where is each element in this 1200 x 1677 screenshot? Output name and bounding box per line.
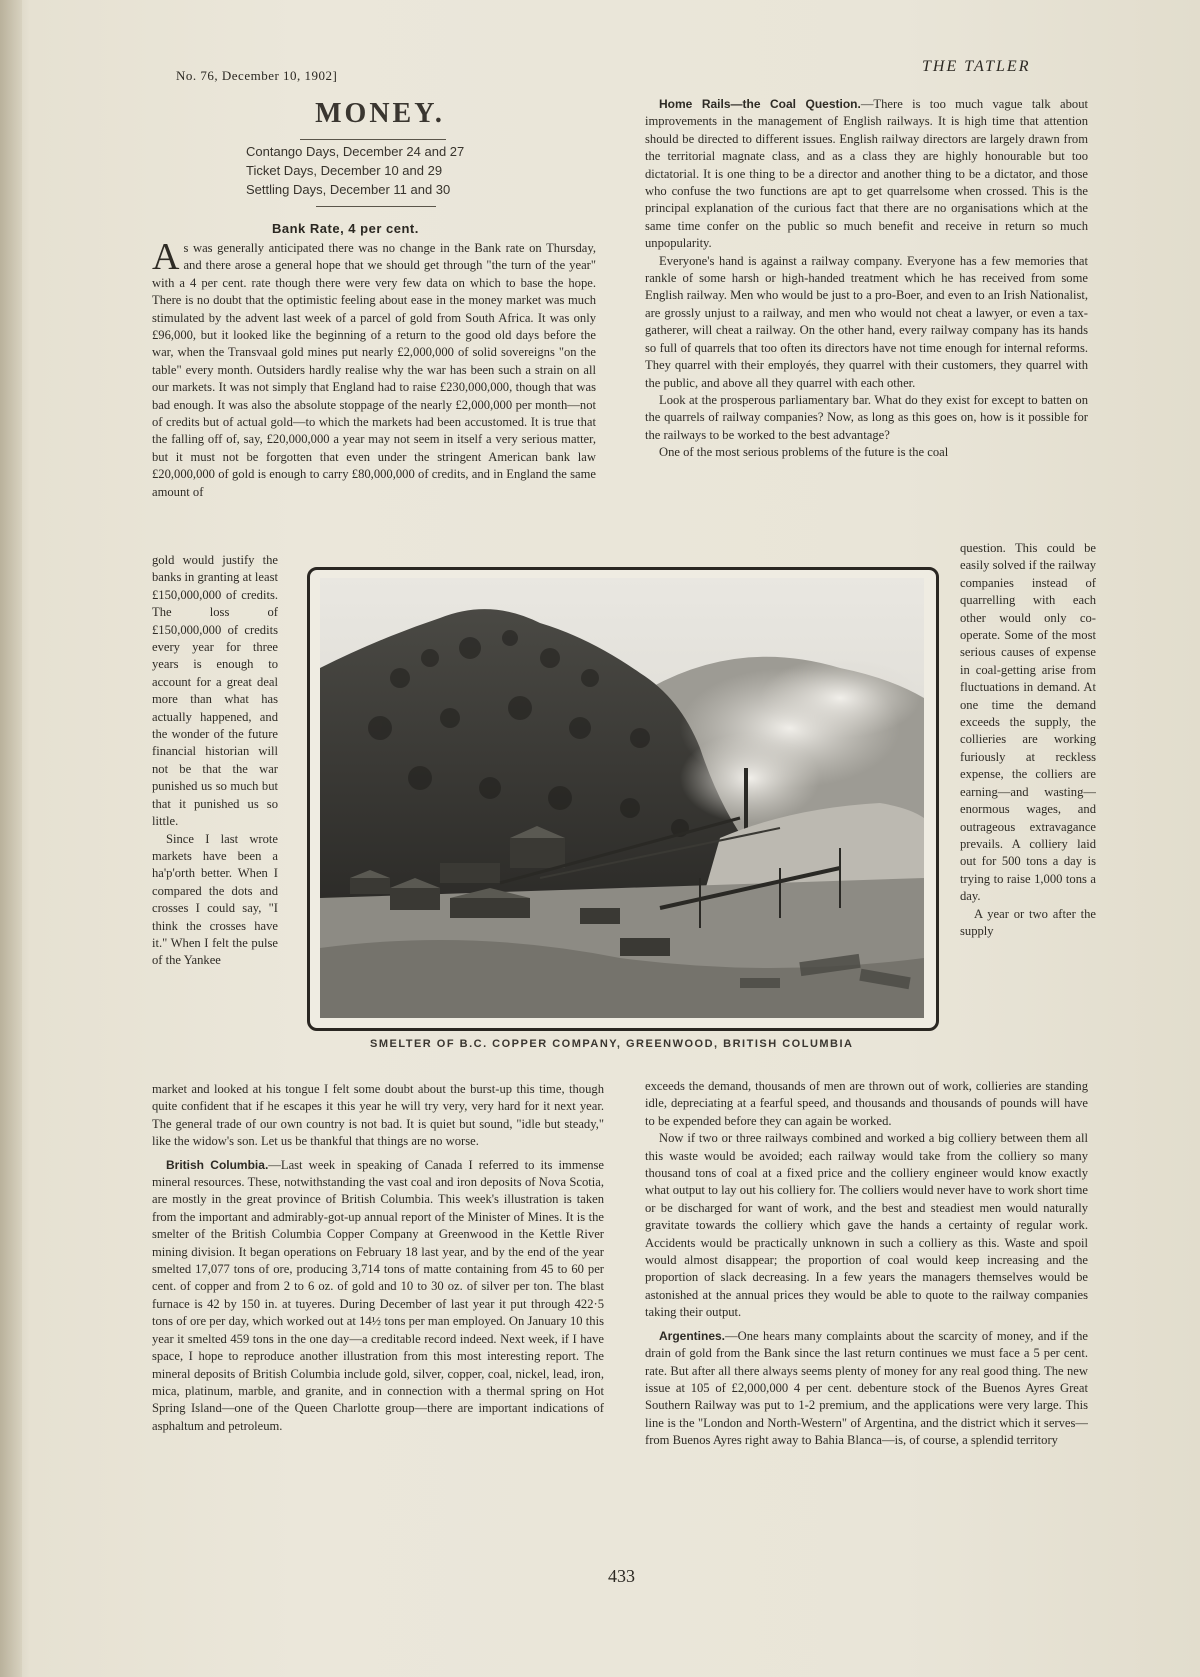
smelter-photograph	[320, 578, 924, 1018]
left-narrow-paragraph: gold would justify the banks in granting at least £150,000,000 of credits. The loss of £150,000,000 of credits every year for three years is enough to account for a great deal more than what has actually happened, and the wonder of the future financial historian will not be that the war punished us so much but that it punished us so little.	[152, 553, 278, 829]
right-lower-text	[645, 1078, 1088, 1548]
british-columbia-paragraph: —Last week in speaking of Canada I referred to its immense mineral resources. These, notwithstanding the vast coal and iron deposits of Nova Scotia, are mostly in the great province of British Columbia. This week's illustration is taken from the important and admirably-got-up annual report of the Minister of Mines. It is the smelter of the British Columbia Copper Company at Greenwood in the Kettle River mining division. It began operations on February 18 last year, and by the end of the year smelted 17,077 tons of ore, producing 3,714 tons of matte containing from 45 to 60 per cent. of copper and from 2 to 6 oz. of gold and 10 to 30 oz. of silver per ton. The blast furnace is 42 by 150 in. at tuyeres. During December of last year it put through 422·5 tons of ore per day, which worked out at 14½ tons per man employed. On January 10 this year it smelted 459 tons in the one day—a creditable record indeed. Next week, if I have space, I hope to reproduce another illustration from this most interesting report. The mineral deposits of British Columbia include gold, silver, copper, coal, nickel, lead, iron, mica, platinum, marble, and granite, and in connection with a thermal spring on Hot Spring Island—one of the Queen Charlotte group—there are important indications of asphaltum and petroleum.	[152, 1157, 604, 1433]
right-narrow-paragraph: question. This could be easily solved if the railway companies instead of quarrelling with each other would only co-operate. Some of the most serious causes of expense in coal-getting arise from fluctuations in demand. At one time the demand exceeds the supply, the collieries are working furiously at reckless expense, the colliers are earning—and wasting—enormous wages, and outrageous extravagance prevails. A colliery laid out for 500 tons a day is trying to raise 1,000 tons a day.	[960, 541, 1096, 904]
right-top-text	[645, 96, 1088, 546]
right-narrow-paragraph-2: A year or two after the supply	[960, 906, 1096, 938]
article-title: MONEY.	[315, 98, 445, 129]
bank-rate-heading: Bank Rate, 4 per cent.	[272, 221, 419, 236]
issue-line: No. 76, December 10, 1902]	[176, 68, 338, 83]
left-lower-text	[152, 1081, 604, 1551]
publication-name: THE TATLER	[922, 58, 1031, 75]
home-rails-heading: Home Rails—the Coal Question.	[659, 97, 861, 111]
left-continue-paragraph: market and looked at his tongue I felt some doubt about the burst-up this time, though quite confident that if he escapes it this year he will try very, very hard for it next year. The general trade of our own country is not bad. It is quiet but sound, "idle but steady," like the widow's son. Let us be thankful that things are no worse.	[152, 1082, 604, 1149]
smelter-photograph-frame	[307, 567, 939, 1031]
right-continue-paragraph: exceeds the demand, thousands of men are thrown out of work, collieries are standing idle, depreciating at a fearful speed, and thousands and thousands of pounds will have to be expended before they can again be worked.	[645, 1079, 1088, 1128]
left-narrow-paragraph-2: Since I last wrote markets have been a ha'p'orth better. When I compared the dots and crosses I could say, "I think the crosses have it." When I felt the pulse of the Yankee	[152, 831, 278, 968]
argentines-paragraph: —One hears many complaints about the scarcity of money, and if the drain of gold from the Bank since the last return continues we must face a 5 per cent. rate. But after all there always seems plenty of money for any real good thing. The new issue at 105 of £2,000,000 4 per cent. debenture stock of the Buenos Ayres Great Southern Railway was put to 1-2 premium, and the applications were very large. This line is the "London and North-Western" of Argentina, and the district which it serves—from Buenos Ayres right away to Bahia Blanca—is, of course, a splendid territory	[645, 1328, 1088, 1448]
home-rails-paragraph-2: Everyone's hand is against a railway company. Everyone has a few memories that rankle of some harsh or high-handed treatment which he has received from some English railway. Men who would be just to a pro-Boer, and even to an Irish Nationalist, are grossly unjust to a railway, and men who would not cheat a lawyer, or even a tax-gatherer, will cheat a railway. On the other hand, every railway company has its hands so full of quarrels that too often its directors have not time enough for internal reforms. They quarrel with their employés, they quarrel with their customers, they quarrel with the public, and above all they quarrel with each other.	[645, 253, 1088, 390]
page-number: 433	[608, 1566, 635, 1586]
british-columbia-heading: British Columbia.	[166, 1157, 269, 1172]
schedule-ticket: Ticket Days, December 10 and 29	[246, 163, 443, 178]
photo-caption: SMELTER OF B.C. COPPER COMPANY, GREENWOOD, BRITISH COLUMBIA	[370, 1038, 854, 1050]
home-rails-paragraph-3: Look at the prosperous parliamentary bar. What do they exist for except to batten on the quarrels of railway companies? Now, as long as this goes on, how is it possible for the railways to be worked to the best advantage?	[645, 392, 1088, 442]
settlement-schedule	[246, 144, 464, 201]
argentines-heading: Argentines.	[659, 1328, 726, 1343]
home-rails-paragraph: —There is too much vague talk about improvements in the management of English railways. It is high time that attention should be directed to different issues. English railway directors are largely drawn from the territorial magnate class, and as a class they are highly honourable but too dictatorial. It is one thing to be a director and another thing to be a dictator, and those who confuse the two functions are apt to get quarrelsome when crossed. This is the principal explanation of the curious fact that there are no organisations which at the same time confer on the public so much benefit and receive in return so much unpopularity.	[645, 97, 1088, 251]
right-paragraph-5: Now if two or three railways combined and worked a big colliery between them all this waste would be avoided; each railway would take from the colliery so many thousand tons of coal at a fixed price and the colliery engineer would know exactly what output to lay out his colliery for. The colliers would never have to work short time or be discharged for want of work, and the best and steadiest men would naturally gravitate towards the colliery which gave the hands a certainty of regular work. Accidents would be practically unknown in such a colliery as this. Waste and spoil would almost disappear; the proportion of coal would keep increasing and the proportion of slack decreasing. In a few years the managers themselves would be astonished at the annual prices they would be able to quote to the railway companies taking their output.	[645, 1131, 1088, 1320]
left-narrow-column	[152, 552, 278, 1077]
schedule-settling: Settling Days, December 11 and 30	[246, 182, 451, 197]
left-intro-paragraph: s was generally anticipated there was no change in the Bank rate on Thursday, and there arose a general hope that we should get through "the turn of the year" with a 4 per cent. rate though there were very few data on which to base the hope. There is no doubt that the optimistic feeling about ease in the money market was much stimulated by the advent last week of a parcel of gold from South Africa. It was only £96,000, but it looked like the beginning of a return to the good old days before the war, when the Transvaal gold mines put nearly £2,000,000 of solid sovereigns "on the table" every month. Outsiders hardly realise why the war has been such a strain on all our markets. It was not simply that England had to raise £230,000,000, though that was bad enough. It was also the absolute stoppage of the nearly £2,000,000 per month—not of credits but of actual gold—to which the markets had been accustomed. It is true that the falling off of, say, £20,000,000 a year may not seem in itself a very serious matter, but it must not be forgotten that even under the stringent American bank law £20,000,000 of gold is enough to carry £80,000,000 of credits, and in England the same amount of	[152, 241, 596, 499]
right-narrow-column	[960, 540, 1096, 1074]
drop-cap: A	[152, 240, 180, 278]
home-rails-paragraph-4: One of the most serious problems of the future is the coal	[659, 445, 949, 460]
schedule-contango: Contango Days, December 24 and 27	[246, 144, 465, 159]
left-intro-text	[152, 240, 596, 552]
schedule-rule	[316, 206, 436, 207]
title-rule	[300, 139, 446, 140]
page-spine-shadow	[0, 0, 22, 1677]
